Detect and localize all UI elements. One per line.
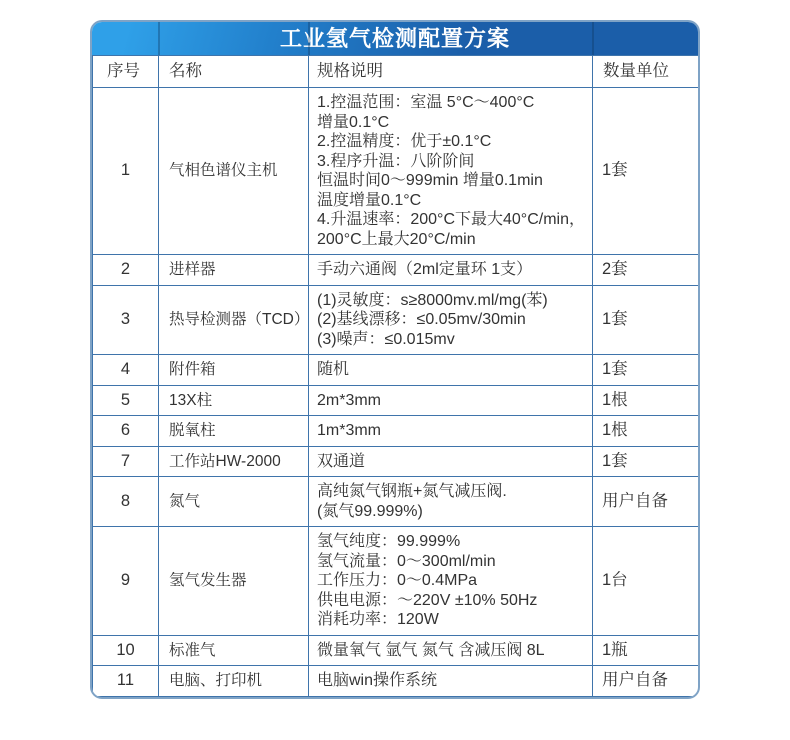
table-row xyxy=(93,666,701,697)
item-qty: 1根 xyxy=(593,416,701,447)
item-qty: 用户自备 xyxy=(593,666,701,697)
item-spec xyxy=(309,635,593,666)
table-row xyxy=(93,477,701,527)
row-number: 10 xyxy=(93,635,159,666)
item-qty: 用户自备 xyxy=(593,477,701,527)
item-name: 标准气 xyxy=(159,635,309,666)
title-column-divider xyxy=(158,22,160,55)
table-title-band xyxy=(92,22,698,55)
config-table-card xyxy=(90,20,700,699)
row-number: 8 xyxy=(93,477,159,527)
spec-line: 氢气流量：0～300ml/min xyxy=(317,552,496,570)
item-name: 氢气发生器 xyxy=(159,527,309,636)
item-qty: 1根 xyxy=(593,385,701,416)
spec-line: 2m*3mm xyxy=(317,391,382,409)
item-qty: 1套 xyxy=(593,88,701,255)
item-qty: 1套 xyxy=(593,355,701,386)
item-spec xyxy=(309,527,593,636)
spec-line: 1m*3mm xyxy=(317,422,382,439)
spec-line: 供电电源：～220V ±10% 50Hz xyxy=(317,591,538,609)
spec-line: 4.升温速率：200°C下最大40°C/min， xyxy=(317,211,585,228)
spec-line: (氮气99.999%) xyxy=(317,502,423,520)
item-spec xyxy=(309,255,593,286)
spec-line: 手动六通阀（2ml定量环 1支） xyxy=(317,261,533,278)
row-number: 2 xyxy=(93,255,159,286)
spec-line: 增量0.1°C xyxy=(317,113,390,131)
row-number: 9 xyxy=(93,527,159,636)
item-spec xyxy=(309,477,593,527)
spec-line: 氢气纯度：99.999% xyxy=(317,533,461,550)
item-name: 13X柱 xyxy=(159,385,309,416)
item-spec xyxy=(309,385,593,416)
item-spec xyxy=(309,416,593,447)
item-spec xyxy=(309,88,593,255)
row-number: 7 xyxy=(93,446,159,477)
item-qty: 1瓶 xyxy=(593,635,701,666)
item-name: 热导检测器（TCD） xyxy=(159,285,309,355)
table-row xyxy=(93,285,701,355)
table-row xyxy=(93,255,701,286)
table-row xyxy=(93,385,701,416)
title-column-divider xyxy=(592,22,594,55)
table-row xyxy=(93,88,701,255)
item-qty: 2套 xyxy=(593,255,701,286)
spec-line: 3.程序升温：八阶阶间 xyxy=(317,152,475,170)
spec-line: 2.控温精度：优于±0.1°C xyxy=(317,133,492,150)
item-name: 进样器 xyxy=(159,255,309,286)
item-name: 工作站HW-2000 xyxy=(159,446,309,477)
item-name: 氮气 xyxy=(159,477,309,527)
row-number: 4 xyxy=(93,355,159,386)
item-qty: 1台 xyxy=(593,527,701,636)
table-row xyxy=(93,446,701,477)
config-table xyxy=(92,55,700,697)
row-number: 1 xyxy=(93,88,159,255)
item-name: 脱氧柱 xyxy=(159,416,309,447)
row-number: 6 xyxy=(93,416,159,447)
table-row xyxy=(93,416,701,447)
table-row xyxy=(93,527,701,636)
header-name: 名称 xyxy=(159,56,309,88)
item-name: 附件箱 xyxy=(159,355,309,386)
config-table-wrapper xyxy=(90,20,700,699)
item-spec xyxy=(309,446,593,477)
spec-line: (3)噪声：≤0.015mv xyxy=(317,330,455,348)
spec-line: 随机 xyxy=(317,361,350,378)
table-header xyxy=(93,56,701,88)
table-row xyxy=(93,355,701,386)
item-qty: 1套 xyxy=(593,285,701,355)
table-body xyxy=(93,88,701,697)
table-row xyxy=(93,635,701,666)
spec-line: 消耗功率：120W xyxy=(317,611,439,628)
spec-line: (1)灵敏度：s≥8000mv.ml/mg(苯) xyxy=(317,291,548,309)
title-column-divider xyxy=(308,22,310,55)
header-row xyxy=(93,56,701,88)
item-spec xyxy=(309,355,593,386)
spec-line: 微量氧气 氩气 氮气 含减压阀 8L xyxy=(317,641,545,659)
spec-line: 双通道 xyxy=(317,452,366,470)
spec-line: 恒温时间0～999min 增量0.1min xyxy=(317,172,543,189)
spec-line: 200°C上最大20°C/min xyxy=(317,230,476,248)
row-number: 3 xyxy=(93,285,159,355)
row-number: 11 xyxy=(93,666,159,697)
item-qty: 1套 xyxy=(593,446,701,477)
item-spec xyxy=(309,666,593,697)
header-quantity: 数量单位 xyxy=(593,56,701,88)
spec-line: 工作压力：0～0.4MPa xyxy=(317,572,478,589)
item-name: 气相色谱仪主机 xyxy=(159,88,309,255)
header-spec: 规格说明 xyxy=(309,56,593,88)
spec-line: 高纯氮气钢瓶+氮气减压阀. xyxy=(317,483,507,500)
row-number: 5 xyxy=(93,385,159,416)
spec-line: 温度增量0.1°C xyxy=(317,191,422,209)
item-name: 电脑、打印机 xyxy=(159,666,309,697)
spec-line: 1.控温范围：室温 5°C～400°C xyxy=(317,94,535,111)
spec-line: (2)基线漂移：≤0.05mv/30min xyxy=(317,311,526,328)
spec-line: 电脑win操作系统 xyxy=(317,672,438,689)
header-index: 序号 xyxy=(93,56,159,88)
page-title: 工业氢气检测配置方案 xyxy=(279,25,510,51)
item-spec xyxy=(309,285,593,355)
